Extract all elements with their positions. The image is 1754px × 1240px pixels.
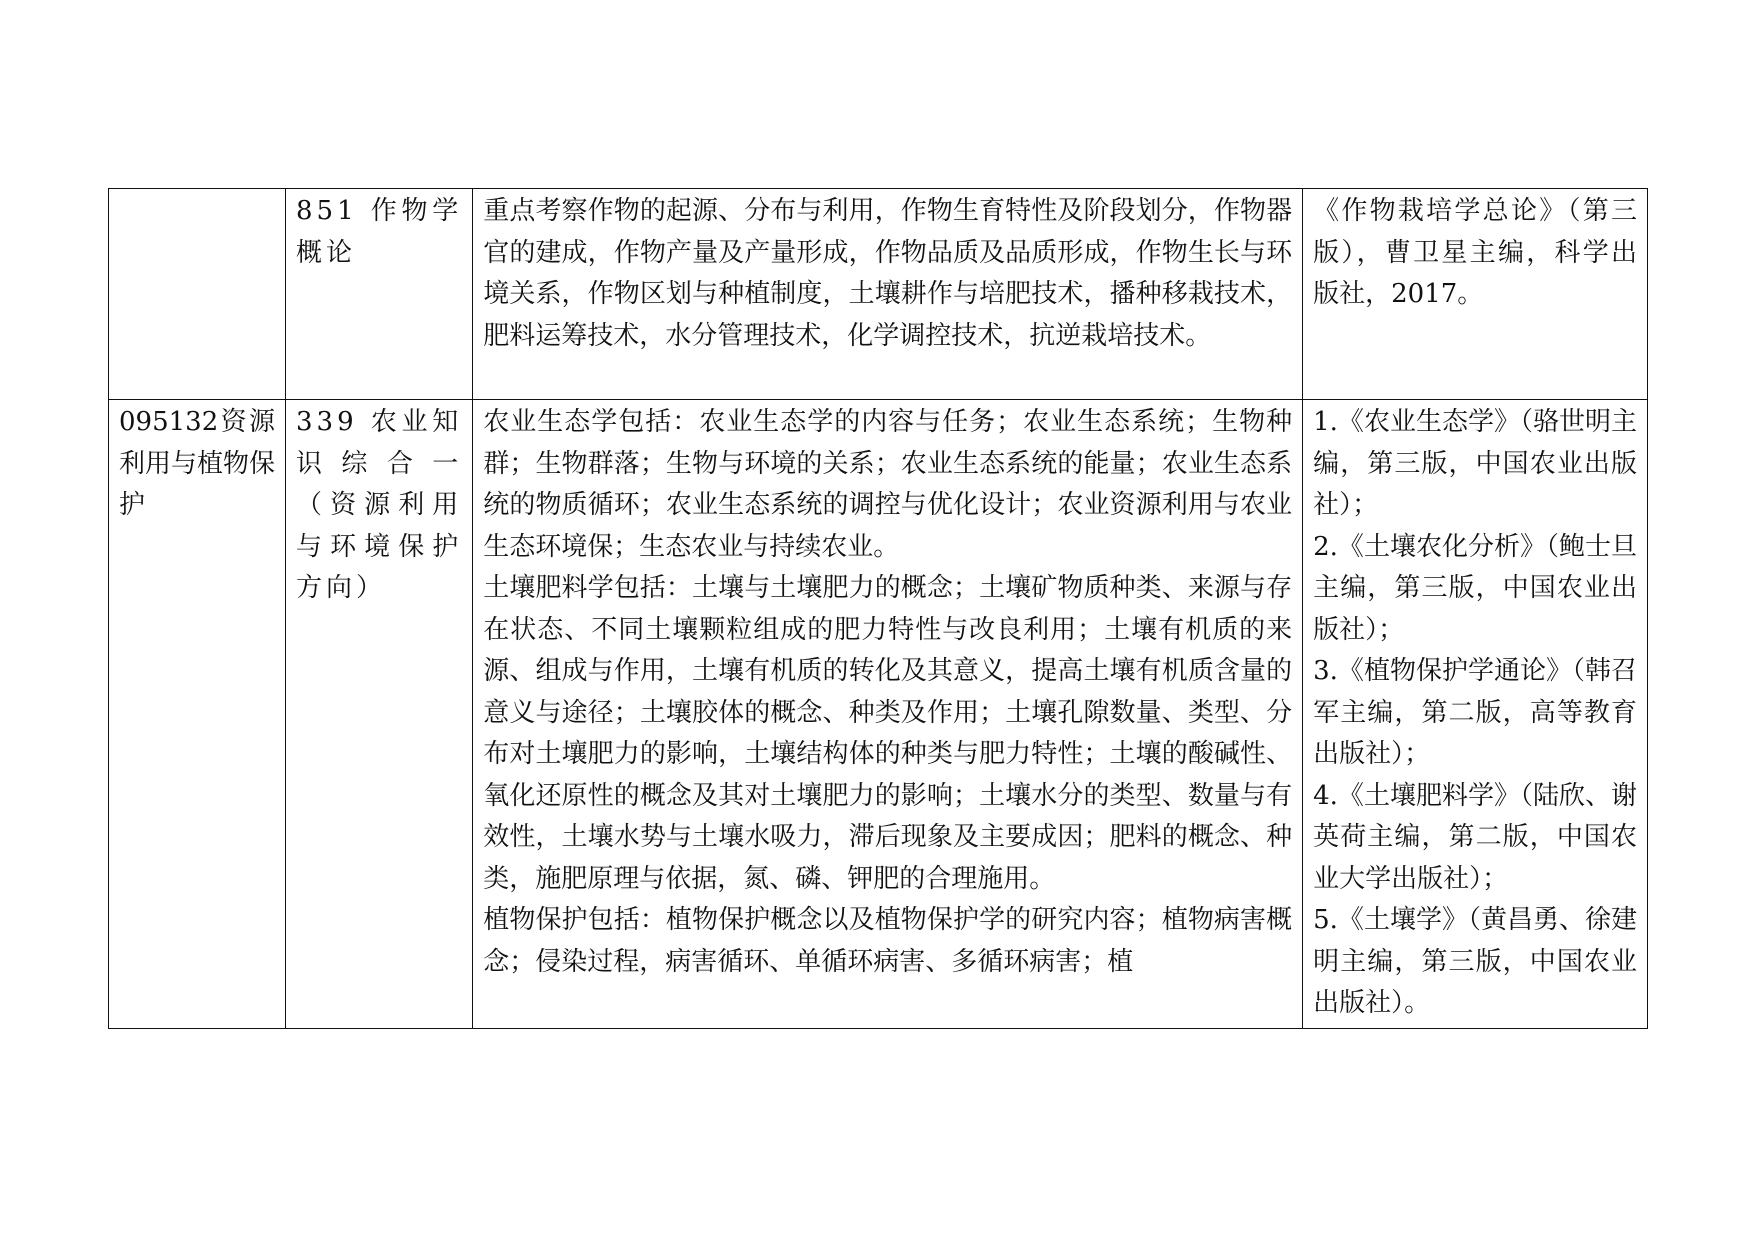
content-paragraph: 植物保护包括：植物保护概念以及植物保护学的研究内容；植物病害概念；侵染过程，病害循环、单循环病害、多循环病害；植 xyxy=(483,905,1293,977)
content-paragraph: 土壤肥料学包括：土壤与土壤肥力的概念；土壤矿物质种类、来源与存在状态、不同土壤颗粒组成的肥力特性与改良利用；土壤有机质的来源、组成与作用，土壤有机质的转化及其意义，提高土壤有机质含量的意义与途径；土壤胶体的概念、种类及作用；土壤孔隙数量、类型、分布对土壤肥力的影响，土壤结构体的种类与肥力特性；土壤的酸碱性、氧化还原性的概念及其对土壤肥力的影响；土壤水分的类型、数量与有效性，土壤水势与土壤水吸力，滞后现象及主要成因；肥料的概念、种类，施肥原理与依据，氮、磷、钾肥的合理施用。 xyxy=(483,573,1293,894)
reference-item: 2.《土壤农化分析》（鲍士旦主编，第三版，中国农业出版社）； xyxy=(1313,531,1637,645)
course-cell xyxy=(286,189,473,400)
table-row xyxy=(109,400,1648,1029)
course-name: 339 农业知识综合一（资源利用与环境保护方向） xyxy=(296,407,463,603)
content-cell xyxy=(473,189,1303,400)
major-name: 095132资源利用与植物保护 xyxy=(119,407,276,520)
major-cell xyxy=(109,400,286,1029)
course-name: 851 作物学概论 xyxy=(296,196,463,268)
content-paragraph: 重点考察作物的起源、分布与利用，作物生育特性及阶段划分，作物器官的建成，作物产量及产量形成，作物品质及品质形成，作物生长与环境关系，作物区划与种植制度，土壤耕作与培肥技术，播种移栽技术，肥料运筹技术，水分管理技术，化学调控技术，抗逆栽培技术。 xyxy=(483,196,1293,351)
reference-item: 《作物栽培学总论》（第三版），曹卫星主编，科学出版社，2017。 xyxy=(1313,196,1637,309)
table-row xyxy=(109,189,1648,400)
reference-item: 4.《土壤肥料学》（陆欣、谢英荷主编，第二版，中国农业大学出版社）； xyxy=(1313,780,1637,894)
reference-item: 3.《植物保护学通论》（韩召军主编，第二版，高等教育出版社）； xyxy=(1313,656,1637,769)
references-cell xyxy=(1303,400,1648,1029)
content-clip xyxy=(483,402,1292,983)
references-cell xyxy=(1303,189,1648,400)
course-cell xyxy=(286,400,473,1029)
major-cell xyxy=(109,189,286,400)
content-cell xyxy=(473,400,1303,1029)
reference-item: 5.《土壤学》（黄昌勇、徐建明主编，第三版，中国农业出版社）。 xyxy=(1313,905,1637,1018)
syllabus-table xyxy=(108,188,1648,1029)
content-paragraph: 农业生态学包括：农业生态学的内容与任务；农业生态系统；生物种群；生物群落；生物与环境的关系；农业生态系统的能量；农业生态系统的物质循环；农业生态系统的调控与优化设计；农业资源利用与农业生态环境保；生态农业与持续农业。 xyxy=(483,407,1293,562)
reference-item: 1.《农业生态学》（骆世明主编，第三版，中国农业出版社）； xyxy=(1313,407,1637,520)
